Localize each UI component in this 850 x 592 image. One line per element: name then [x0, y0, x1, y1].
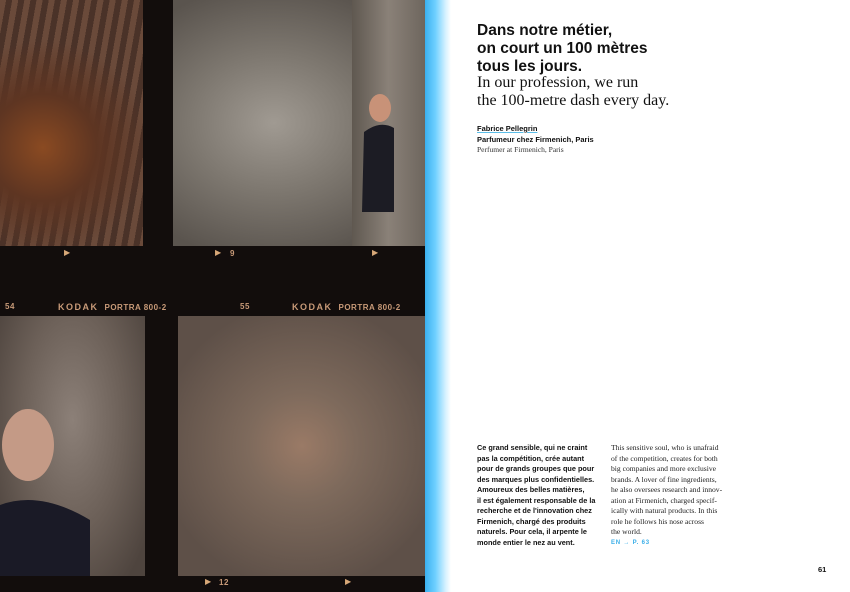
text-line: monde entier le nez au vent.	[477, 537, 575, 547]
text-line: big companies and more exclusive	[611, 464, 717, 473]
film-arrow-icon: ▶	[64, 248, 71, 257]
film-marker-label: 9	[230, 249, 235, 258]
text-line: This sensitive soul, who is unafraid	[611, 443, 719, 452]
film-edge-label: KODAK PORTRA 800-2	[58, 302, 167, 312]
headline-line: tous les jours.	[477, 58, 583, 75]
photo-frame-bark-texture	[178, 316, 426, 576]
credit-name: Fabrice Pellegrin	[477, 124, 538, 133]
text-line: the world.	[611, 527, 642, 536]
film-arrow-icon: ▶	[205, 577, 212, 586]
text-line: pour de grands groupes que pour	[477, 464, 595, 473]
text-line: des marques plus confidentielles.	[477, 474, 595, 484]
headline-line: Dans notre métier,	[477, 22, 613, 39]
film-arrow-icon: ▶	[215, 248, 222, 257]
headline-french	[477, 22, 648, 76]
cross-reference-link[interactable]: EN → P. 63	[611, 539, 650, 546]
person-portrait-image	[0, 405, 90, 576]
text-line: ically with natural products. In this	[611, 506, 718, 515]
person-peeking-image	[362, 92, 394, 212]
headline-line: on court un 100 mètres	[477, 40, 648, 57]
photo-frame-ivy-bark	[0, 0, 143, 246]
headline-line: the 100-metre dash every day.	[477, 92, 670, 109]
film-arrow-icon: ▶	[372, 248, 379, 257]
page-number: 61	[818, 565, 827, 574]
text-line: recherche et de l'innovation chez	[477, 506, 592, 515]
headline-english	[477, 74, 669, 110]
headline-line: In our profession, we run	[477, 74, 639, 91]
text-line: naturels. Pour cela, il arpente le	[477, 527, 587, 536]
text-line: of the competition, creates for both	[611, 453, 718, 463]
blue-gutter-gradient	[425, 0, 451, 592]
text-line: he also oversees research and innov-	[611, 485, 723, 494]
text-line: il est également responsable de la	[477, 495, 596, 505]
film-frame-number: 54	[5, 302, 15, 311]
film-frame-number: 55	[240, 302, 250, 311]
body-text-french	[477, 443, 602, 548]
text-line: Ce grand sensible, qui ne craint	[477, 443, 588, 452]
film-edge-label: KODAK PORTRA 800-2	[292, 302, 401, 312]
film-arrow-icon: ▶	[345, 577, 352, 586]
text-line: brands. A lover of fine ingredients,	[611, 474, 717, 484]
text-line: Firmenich, chargé des produits	[477, 516, 586, 526]
film-marker-label: 12	[219, 578, 229, 587]
credit-role-english: Perfumer at Firmenich, Paris	[477, 145, 564, 154]
credit-block	[477, 124, 594, 156]
body-text-english	[611, 443, 736, 548]
credit-role-french: Parfumeur chez Firmenich, Paris	[477, 134, 594, 144]
text-line: pas la compétition, crée autant	[477, 453, 585, 463]
text-line: Amoureux des belles matières,	[477, 485, 585, 494]
text-line: role he follows his nose across	[611, 516, 705, 526]
text-line: ation at Firmenich, charged specif-	[611, 495, 717, 505]
